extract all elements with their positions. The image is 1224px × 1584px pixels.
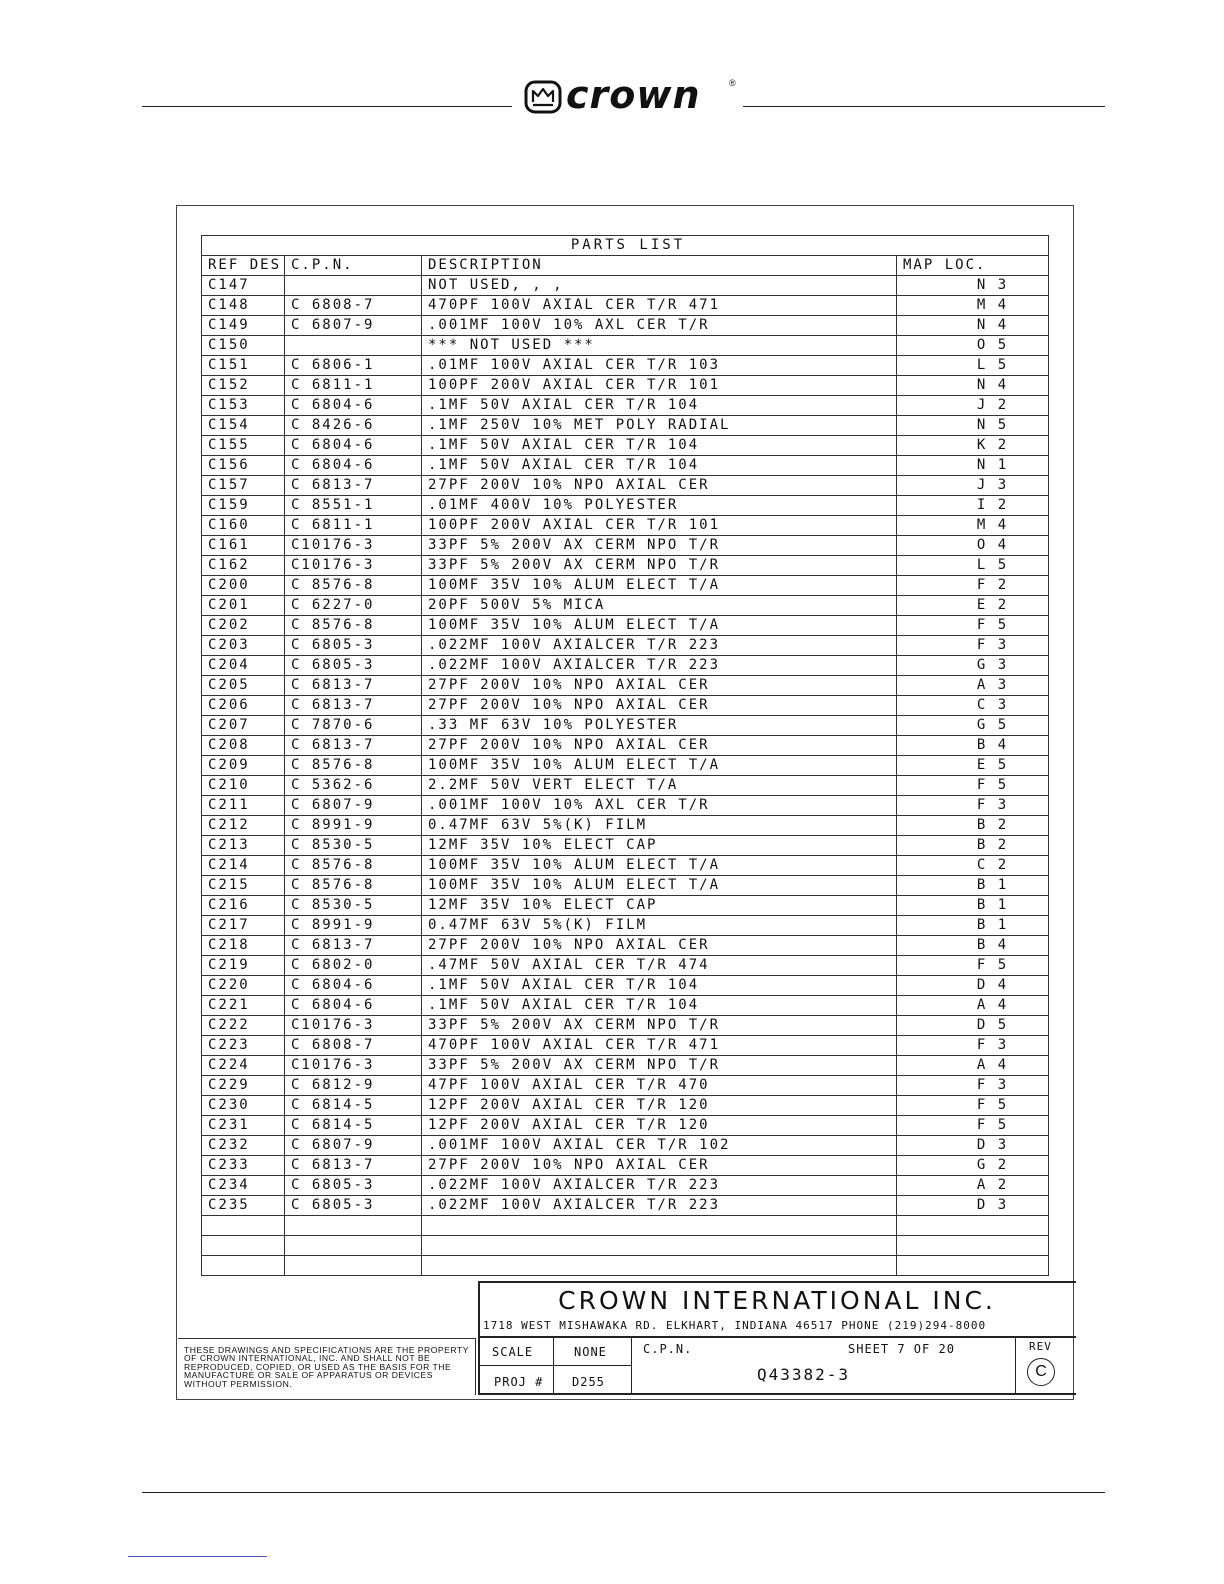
- ref-des-cell: C235: [202, 1196, 285, 1216]
- cpn-cell: C 6811-1: [285, 516, 422, 536]
- ref-des-cell: C210: [202, 776, 285, 796]
- ref-des-cell: C220: [202, 976, 285, 996]
- description-cell: 33PF 5% 200V AX CERM NPO T/R: [422, 536, 897, 556]
- description-cell: 33PF 5% 200V AX CERM NPO T/R: [422, 556, 897, 576]
- map-loc-cell: D 5: [897, 1016, 1049, 1036]
- map-loc-cell: N 5: [897, 416, 1049, 436]
- map-loc-cell: F 3: [897, 636, 1049, 656]
- cpn-cell: C 6813-7: [285, 676, 422, 696]
- table-row: [202, 396, 1049, 416]
- ref-des-cell: C223: [202, 1036, 285, 1056]
- parts-list-body: [202, 276, 1049, 1276]
- ref-des-cell: C221: [202, 996, 285, 1016]
- table-row: [202, 476, 1049, 496]
- cpn-cell: C 6813-7: [285, 736, 422, 756]
- description-cell: .001MF 100V 10% AXL CER T/R: [422, 796, 897, 816]
- map-loc-cell: N 1: [897, 456, 1049, 476]
- description-cell: 12MF 35V 10% ELECT CAP: [422, 836, 897, 856]
- map-loc-cell: L 5: [897, 356, 1049, 376]
- ref-des-cell: C161: [202, 536, 285, 556]
- crown-logo: [524, 73, 740, 117]
- ref-des-cell: C152: [202, 376, 285, 396]
- description-cell: 100PF 200V AXIAL CER T/R 101: [422, 516, 897, 536]
- rev-label: REV: [1029, 1340, 1052, 1353]
- ref-des-cell: [202, 1256, 285, 1276]
- map-loc-cell: M 4: [897, 516, 1049, 536]
- description-cell: 27PF 200V 10% NPO AXIAL CER: [422, 476, 897, 496]
- ref-des-cell: C231: [202, 1116, 285, 1136]
- cpn-cell: C 6805-3: [285, 636, 422, 656]
- crown-icon: [524, 80, 562, 114]
- map-loc-cell: F 3: [897, 796, 1049, 816]
- column-header-ref-des: REF DES: [202, 256, 285, 276]
- map-loc-cell: A 4: [897, 996, 1049, 1016]
- scale-label: SCALE: [492, 1345, 534, 1359]
- description-cell: 100PF 200V AXIAL CER T/R 101: [422, 376, 897, 396]
- drawing-number: Q43382-3: [757, 1365, 851, 1384]
- table-row: [202, 1096, 1049, 1116]
- map-loc-cell: F 5: [897, 956, 1049, 976]
- cpn-cell: [285, 1216, 422, 1236]
- map-loc-cell: F 5: [897, 776, 1049, 796]
- cpn-cell: C 6811-1: [285, 376, 422, 396]
- cpn-cell: C 6804-6: [285, 396, 422, 416]
- description-cell: .1MF 50V AXIAL CER T/R 104: [422, 396, 897, 416]
- map-loc-cell: D 3: [897, 1196, 1049, 1216]
- header-rule-left: [142, 106, 512, 107]
- cpn-cell: C 6813-7: [285, 936, 422, 956]
- map-loc-cell: [897, 1256, 1049, 1276]
- cpn-label: C.P.N.: [643, 1342, 693, 1356]
- parts-list-table: [201, 235, 1049, 1276]
- cpn-cell: C10176-3: [285, 536, 422, 556]
- table-row: [202, 896, 1049, 916]
- cpn-cell: C 6227-0: [285, 596, 422, 616]
- ref-des-cell: C148: [202, 296, 285, 316]
- description-cell: .1MF 50V AXIAL CER T/R 104: [422, 436, 897, 456]
- cpn-cell: C 8991-9: [285, 916, 422, 936]
- table-row: [202, 296, 1049, 316]
- description-cell: .33 MF 63V 10% POLYESTER: [422, 716, 897, 736]
- ref-des-cell: C214: [202, 856, 285, 876]
- ref-des-cell: C151: [202, 356, 285, 376]
- ref-des-cell: C230: [202, 1096, 285, 1116]
- map-loc-cell: D 4: [897, 976, 1049, 996]
- map-loc-cell: G 3: [897, 656, 1049, 676]
- table-row: [202, 776, 1049, 796]
- ref-des-cell: C207: [202, 716, 285, 736]
- table-row: [202, 916, 1049, 936]
- sheet-number: SHEET 7 OF 20: [848, 1342, 955, 1356]
- title-block-divider: [631, 1336, 632, 1395]
- map-loc-cell: B 1: [897, 916, 1049, 936]
- ref-des-cell: C219: [202, 956, 285, 976]
- cpn-cell: C 6807-9: [285, 316, 422, 336]
- column-header-description: DESCRIPTION: [422, 256, 897, 276]
- footer-rule: [142, 1492, 1105, 1493]
- table-row: [202, 1076, 1049, 1096]
- map-loc-cell: O 4: [897, 536, 1049, 556]
- map-loc-cell: M 4: [897, 296, 1049, 316]
- cpn-cell: C 6804-6: [285, 976, 422, 996]
- ref-des-cell: C200: [202, 576, 285, 596]
- rev-value: C: [1027, 1358, 1055, 1386]
- description-cell: .022MF 100V AXIALCER T/R 223: [422, 656, 897, 676]
- map-loc-cell: F 5: [897, 616, 1049, 636]
- map-loc-cell: N 4: [897, 316, 1049, 336]
- table-row: [202, 1256, 1049, 1276]
- map-loc-cell: E 5: [897, 756, 1049, 776]
- table-row: [202, 836, 1049, 856]
- cpn-cell: C 6805-3: [285, 1176, 422, 1196]
- map-loc-cell: O 5: [897, 336, 1049, 356]
- description-cell: .022MF 100V AXIALCER T/R 223: [422, 1196, 897, 1216]
- ref-des-cell: C147: [202, 276, 285, 296]
- cpn-cell: C 6807-9: [285, 796, 422, 816]
- cpn-cell: C 6807-9: [285, 1136, 422, 1156]
- description-cell: .1MF 250V 10% MET POLY RADIAL: [422, 416, 897, 436]
- map-loc-cell: [897, 1236, 1049, 1256]
- ref-des-cell: C208: [202, 736, 285, 756]
- ref-des-cell: C211: [202, 796, 285, 816]
- registered-mark: ®: [729, 78, 736, 88]
- cpn-cell: C 6806-1: [285, 356, 422, 376]
- table-row: [202, 736, 1049, 756]
- ref-des-cell: C213: [202, 836, 285, 856]
- map-loc-cell: N 3: [897, 276, 1049, 296]
- table-row: [202, 576, 1049, 596]
- description-cell: 2.2MF 50V VERT ELECT T/A: [422, 776, 897, 796]
- title-block-divider: [1015, 1336, 1016, 1395]
- cpn-cell: [285, 1236, 422, 1256]
- table-row: [202, 316, 1049, 336]
- ref-des-cell: C206: [202, 696, 285, 716]
- ref-des-cell: C162: [202, 556, 285, 576]
- map-loc-cell: C 3: [897, 696, 1049, 716]
- table-row: [202, 276, 1049, 296]
- ref-des-cell: C149: [202, 316, 285, 336]
- cpn-cell: C 5362-6: [285, 776, 422, 796]
- description-cell: 470PF 100V AXIAL CER T/R 471: [422, 1036, 897, 1056]
- description-cell: [422, 1256, 897, 1276]
- description-cell: 100MF 35V 10% ALUM ELECT T/A: [422, 856, 897, 876]
- description-cell: 100MF 35V 10% ALUM ELECT T/A: [422, 876, 897, 896]
- description-cell: 27PF 200V 10% NPO AXIAL CER: [422, 676, 897, 696]
- cpn-cell: C 8576-8: [285, 756, 422, 776]
- map-loc-cell: G 2: [897, 1156, 1049, 1176]
- ref-des-cell: C201: [202, 596, 285, 616]
- cpn-cell: C 8530-5: [285, 836, 422, 856]
- description-cell: .1MF 50V AXIAL CER T/R 104: [422, 996, 897, 1016]
- description-cell: .022MF 100V AXIALCER T/R 223: [422, 636, 897, 656]
- title-block-divider: [553, 1336, 554, 1395]
- cpn-cell: [285, 276, 422, 296]
- description-cell: .022MF 100V AXIALCER T/R 223: [422, 1176, 897, 1196]
- table-row: [202, 496, 1049, 516]
- table-row: [202, 1176, 1049, 1196]
- cpn-cell: C 8991-9: [285, 816, 422, 836]
- ref-des-cell: C150: [202, 336, 285, 356]
- description-cell: 27PF 200V 10% NPO AXIAL CER: [422, 1156, 897, 1176]
- description-cell: .001MF 100V 10% AXL CER T/R: [422, 316, 897, 336]
- table-row: [202, 416, 1049, 436]
- table-row: [202, 596, 1049, 616]
- table-row: [202, 1036, 1049, 1056]
- table-row: [202, 756, 1049, 776]
- cpn-cell: C10176-3: [285, 556, 422, 576]
- description-cell: 100MF 35V 10% ALUM ELECT T/A: [422, 756, 897, 776]
- description-cell: .01MF 400V 10% POLYESTER: [422, 496, 897, 516]
- description-cell: .47MF 50V AXIAL CER T/R 474: [422, 956, 897, 976]
- cpn-cell: C 6814-5: [285, 1116, 422, 1136]
- table-row: [202, 1016, 1049, 1036]
- table-row: [202, 516, 1049, 536]
- ref-des-cell: C156: [202, 456, 285, 476]
- map-loc-cell: B 1: [897, 876, 1049, 896]
- map-loc-cell: J 3: [897, 476, 1049, 496]
- header-rule-right: [743, 106, 1105, 107]
- map-loc-cell: J 2: [897, 396, 1049, 416]
- ref-des-cell: C205: [202, 676, 285, 696]
- description-cell: 100MF 35V 10% ALUM ELECT T/A: [422, 576, 897, 596]
- map-loc-cell: A 4: [897, 1056, 1049, 1076]
- ref-des-cell: C218: [202, 936, 285, 956]
- map-loc-cell: F 3: [897, 1036, 1049, 1056]
- cpn-cell: C 6804-6: [285, 456, 422, 476]
- ref-des-cell: C222: [202, 1016, 285, 1036]
- table-row: [202, 1156, 1049, 1176]
- ref-des-cell: C215: [202, 876, 285, 896]
- table-row: [202, 796, 1049, 816]
- cpn-cell: C 6812-9: [285, 1076, 422, 1096]
- table-row: [202, 696, 1049, 716]
- company-address: 1718 WEST MISHAWAKA RD. ELKHART, INDIANA 46517 PHONE (219)294-8000: [483, 1319, 987, 1332]
- map-loc-cell: L 5: [897, 556, 1049, 576]
- description-cell: 27PF 200V 10% NPO AXIAL CER: [422, 736, 897, 756]
- proprietary-notice: THESE DRAWINGS AND SPECIFICATIONS ARE THE PROPERTY OF CROWN INTERNATIONAL, INC. AND SHALL NOT BE REPRODUCED, COPIED, OR USED AS THE BASIS FOR THE MANUFACTURE OR SALE OF APPARATUS OR DEVICES WITHOUT PERMISSION.: [178, 1338, 476, 1395]
- column-header-map-loc: MAP LOC.: [897, 256, 1049, 276]
- table-row: [202, 1196, 1049, 1216]
- map-loc-cell: F 5: [897, 1096, 1049, 1116]
- description-cell: 100MF 35V 10% ALUM ELECT T/A: [422, 616, 897, 636]
- description-cell: 47PF 100V AXIAL CER T/R 470: [422, 1076, 897, 1096]
- table-row: [202, 856, 1049, 876]
- map-loc-cell: B 4: [897, 936, 1049, 956]
- cpn-cell: C 8551-1: [285, 496, 422, 516]
- cpn-cell: C 6805-3: [285, 656, 422, 676]
- table-row: [202, 816, 1049, 836]
- cpn-cell: C 6802-0: [285, 956, 422, 976]
- ref-des-cell: C234: [202, 1176, 285, 1196]
- table-row: [202, 876, 1049, 896]
- table-row: [202, 536, 1049, 556]
- map-loc-cell: D 3: [897, 1136, 1049, 1156]
- map-loc-cell: B 2: [897, 816, 1049, 836]
- cpn-cell: C 6804-6: [285, 996, 422, 1016]
- map-loc-cell: F 5: [897, 1116, 1049, 1136]
- description-cell: 12PF 200V AXIAL CER T/R 120: [422, 1096, 897, 1116]
- table-row: [202, 676, 1049, 696]
- map-loc-cell: K 2: [897, 436, 1049, 456]
- table-row: [202, 976, 1049, 996]
- description-cell: 0.47MF 63V 5%(K) FILM: [422, 816, 897, 836]
- cpn-cell: C 8576-8: [285, 576, 422, 596]
- parts-list-title: PARTS LIST: [202, 236, 1049, 256]
- cpn-cell: C 6813-7: [285, 476, 422, 496]
- ref-des-cell: C204: [202, 656, 285, 676]
- cpn-cell: C10176-3: [285, 1056, 422, 1076]
- ref-des-cell: C217: [202, 916, 285, 936]
- ref-des-cell: C159: [202, 496, 285, 516]
- ref-des-cell: C203: [202, 636, 285, 656]
- ref-des-cell: C155: [202, 436, 285, 456]
- title-block-divider: [478, 1365, 631, 1366]
- company-name: CROWN INTERNATIONAL INC.: [558, 1286, 996, 1315]
- brand-wordmark: crown: [566, 73, 701, 117]
- description-cell: 27PF 200V 10% NPO AXIAL CER: [422, 936, 897, 956]
- cpn-cell: C10176-3: [285, 1016, 422, 1036]
- map-loc-cell: B 4: [897, 736, 1049, 756]
- cpn-cell: C 7870-6: [285, 716, 422, 736]
- table-row: [202, 336, 1049, 356]
- map-loc-cell: A 3: [897, 676, 1049, 696]
- map-loc-cell: G 5: [897, 716, 1049, 736]
- ref-des-cell: C157: [202, 476, 285, 496]
- table-row: [202, 556, 1049, 576]
- ref-des-cell: C233: [202, 1156, 285, 1176]
- ref-des-cell: C209: [202, 756, 285, 776]
- map-loc-cell: B 2: [897, 836, 1049, 856]
- description-cell: 470PF 100V AXIAL CER T/R 471: [422, 296, 897, 316]
- title-block-divider: [478, 1336, 1076, 1338]
- description-cell: 27PF 200V 10% NPO AXIAL CER: [422, 696, 897, 716]
- description-cell: .01MF 100V AXIAL CER T/R 103: [422, 356, 897, 376]
- ref-des-cell: C224: [202, 1056, 285, 1076]
- scale-value: NONE: [574, 1345, 607, 1359]
- table-row: [202, 1056, 1049, 1076]
- cpn-cell: C 8576-8: [285, 616, 422, 636]
- table-row: [202, 1136, 1049, 1156]
- ref-des-cell: C154: [202, 416, 285, 436]
- ref-des-cell: C212: [202, 816, 285, 836]
- ref-des-cell: C216: [202, 896, 285, 916]
- map-loc-cell: F 3: [897, 1076, 1049, 1096]
- map-loc-cell: A 2: [897, 1176, 1049, 1196]
- cpn-cell: [285, 1256, 422, 1276]
- cpn-cell: [285, 336, 422, 356]
- table-row: [202, 456, 1049, 476]
- description-cell: 33PF 5% 200V AX CERM NPO T/R: [422, 1056, 897, 1076]
- map-loc-cell: N 4: [897, 376, 1049, 396]
- cpn-cell: C 6805-3: [285, 1196, 422, 1216]
- proj-value: D255: [572, 1375, 605, 1389]
- table-row: [202, 1236, 1049, 1256]
- description-cell: .001MF 100V AXIAL CER T/R 102: [422, 1136, 897, 1156]
- table-row: [202, 376, 1049, 396]
- map-loc-cell: B 1: [897, 896, 1049, 916]
- description-cell: 12MF 35V 10% ELECT CAP: [422, 896, 897, 916]
- description-cell: *** NOT USED ***: [422, 336, 897, 356]
- table-row: [202, 1216, 1049, 1236]
- cpn-cell: C 6804-6: [285, 436, 422, 456]
- ref-des-cell: [202, 1216, 285, 1236]
- ref-des-cell: C202: [202, 616, 285, 636]
- table-row: [202, 716, 1049, 736]
- map-loc-cell: C 2: [897, 856, 1049, 876]
- column-header-cpn: C.P.N.: [285, 256, 422, 276]
- map-loc-cell: E 2: [897, 596, 1049, 616]
- cpn-cell: C 6808-7: [285, 296, 422, 316]
- proj-label: PROJ #: [494, 1375, 544, 1389]
- description-cell: 20PF 500V 5% MICA: [422, 596, 897, 616]
- description-cell: .1MF 50V AXIAL CER T/R 104: [422, 456, 897, 476]
- table-row: [202, 356, 1049, 376]
- table-row: [202, 956, 1049, 976]
- cpn-cell: C 8426-6: [285, 416, 422, 436]
- ref-des-cell: C160: [202, 516, 285, 536]
- cpn-cell: C 6813-7: [285, 1156, 422, 1176]
- cpn-cell: C 8576-8: [285, 876, 422, 896]
- map-loc-cell: F 2: [897, 576, 1049, 596]
- description-cell: [422, 1236, 897, 1256]
- cpn-cell: C 6808-7: [285, 1036, 422, 1056]
- ref-des-cell: C153: [202, 396, 285, 416]
- ref-des-cell: C232: [202, 1136, 285, 1156]
- description-cell: .1MF 50V AXIAL CER T/R 104: [422, 976, 897, 996]
- map-loc-cell: [897, 1216, 1049, 1236]
- description-cell: 12PF 200V AXIAL CER T/R 120: [422, 1116, 897, 1136]
- table-row: [202, 436, 1049, 456]
- description-cell: [422, 1216, 897, 1236]
- cpn-cell: C 8576-8: [285, 856, 422, 876]
- table-row: [202, 936, 1049, 956]
- table-row: [202, 616, 1049, 636]
- cpn-cell: C 6814-5: [285, 1096, 422, 1116]
- map-loc-cell: I 2: [897, 496, 1049, 516]
- footer-link-underline[interactable]: [128, 1556, 267, 1557]
- description-cell: 33PF 5% 200V AX CERM NPO T/R: [422, 1016, 897, 1036]
- description-cell: NOT USED, , ,: [422, 276, 897, 296]
- table-row: [202, 656, 1049, 676]
- table-row: [202, 996, 1049, 1016]
- cpn-cell: C 6813-7: [285, 696, 422, 716]
- table-row: [202, 1116, 1049, 1136]
- ref-des-cell: C229: [202, 1076, 285, 1096]
- table-row: [202, 636, 1049, 656]
- ref-des-cell: [202, 1236, 285, 1256]
- cpn-cell: C 8530-5: [285, 896, 422, 916]
- description-cell: 0.47MF 63V 5%(K) FILM: [422, 916, 897, 936]
